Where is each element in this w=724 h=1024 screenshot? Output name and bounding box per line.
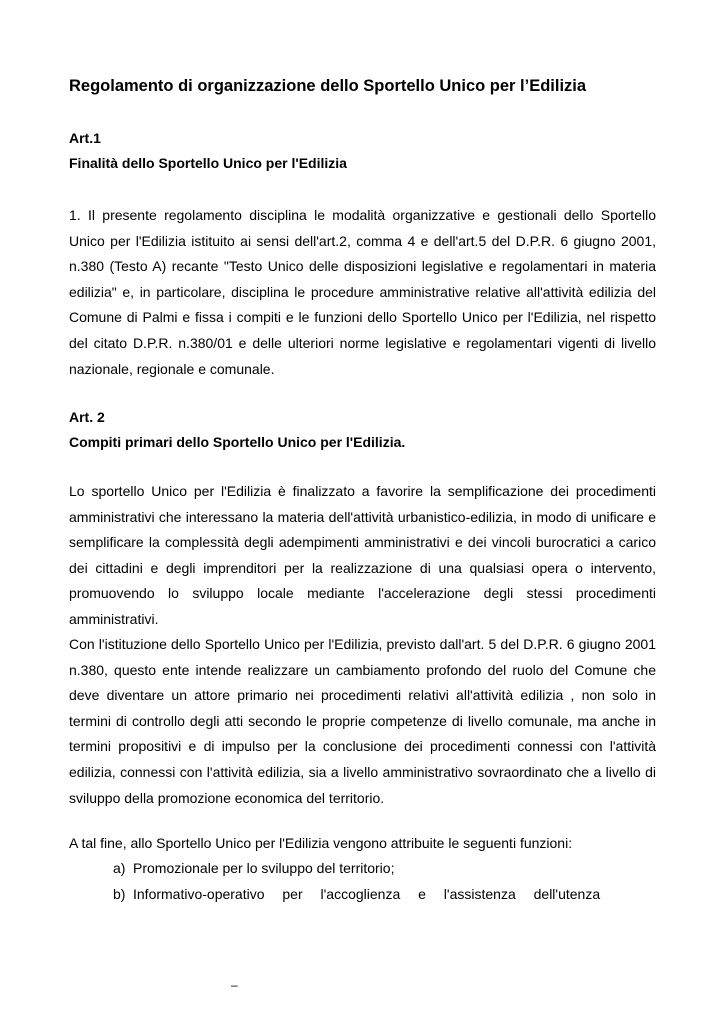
- functions-list: [113, 856, 658, 907]
- article-1-paragraph-1: 1. Il presente regolamento disciplina le modalità organizzative e gestionali dello Sportello Unico per l'Edilizia istituito ai sensi dell'art.2, comma 4 e dell'art.5 del D.P.R. 6 giugno 2001, n.380 (Testo A) recante "Testo Unico delle disposizioni legislative e regolamentari in materia edilizia" e, in particolare, disciplina le procedure amministrative relative all'attività edilizia del Comune di Palmi e fissa i compiti e le funzioni dello Sportello Unico per l'Edilizia, nel rispetto del citato D.P.R. n.380/01 e delle ulteriori norme legislative e regolamentari vigenti di livello nazionale, regionale e comunale.: [69, 207, 656, 377]
- article-1-label: Art.1: [69, 130, 101, 146]
- list-marker: a): [113, 860, 126, 876]
- page-number: –: [231, 978, 238, 992]
- article-2-heading: Compiti primari dello Sportello Unico per l'Edilizia.: [69, 434, 406, 450]
- article-1-heading: Finalità dello Sportello Unico per l'Edilizia: [69, 155, 347, 171]
- article-2-label: Art. 2: [69, 409, 105, 425]
- document-title: Regolamento di organizzazione dello Sportello Unico per l’Edilizia: [69, 77, 587, 95]
- list-item: [113, 882, 658, 908]
- article-2-paragraph-1: Lo sportello Unico per l'Edilizia è finalizzato a favorire la semplificazione dei procedimenti amministrativi che interessano la materia dell'attività urbanistico-edilizia, in modo di unificare e semplificare la complessità degli adempimenti amministrativi e dei vincoli burocratici a carico dei cittadini e degli imprenditori per la realizzazione di una qualsiasi opera o intervento, promuovendo lo sviluppo locale mediante l'accelerazione degli stessi procedimenti amministrativi.: [69, 483, 656, 627]
- article-2-paragraph-3: A tal fine, allo Sportello Unico per l'Edilizia vengono attribuite le seguenti funzioni:: [69, 835, 573, 851]
- article-2-paragraph-2: Con l'istituzione dello Sportello Unico per l'Edilizia, previsto dall'art. 5 del D.P.R. 6 giugno 2001 n.380, questo ente intende realizzare un cambiamento profondo del ruolo del Comune che deve diventare un attore primario nei procedimenti relativi all'attività edilizia , non solo in termini di controllo degli atti secondo le proprie competenze di livello comunale, ma anche in termini propositivi e di impulso per la conclusione dei procedimenti connessi con l'attività edilizia, connessi con l'attività edilizia, sia a livello amministrativo sovraordinato che a livello di sviluppo della promozione economica del territorio.: [69, 636, 656, 806]
- list-item: [113, 856, 658, 882]
- list-marker: b): [113, 885, 126, 902]
- list-item-text: Promozionale per lo sviluppo del territorio;: [133, 860, 395, 876]
- list-item-text: Informativo-operativo per l'accoglienza e l'assistenza dell'utenza: [133, 885, 601, 902]
